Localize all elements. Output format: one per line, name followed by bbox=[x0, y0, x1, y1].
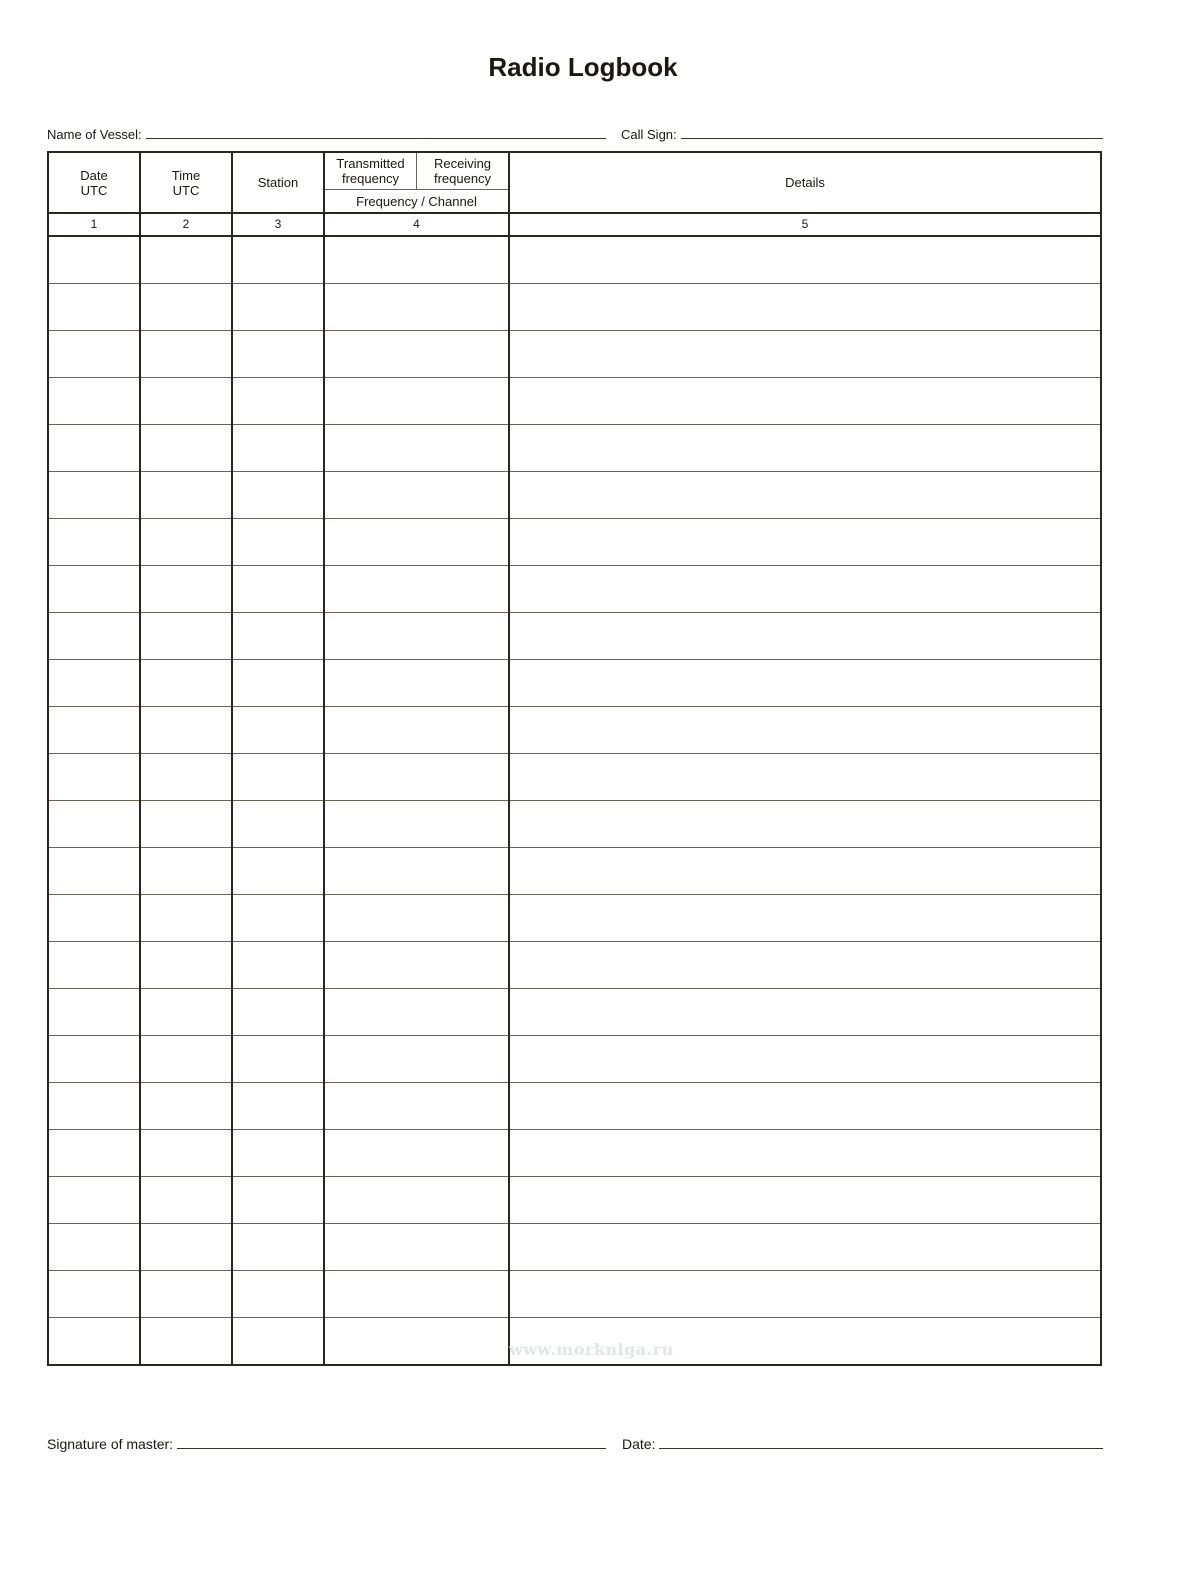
table-row bbox=[48, 331, 1101, 378]
station-cell[interactable] bbox=[232, 1083, 324, 1130]
date-cell[interactable] bbox=[48, 848, 140, 895]
date-cell[interactable] bbox=[48, 707, 140, 754]
details-cell[interactable] bbox=[509, 613, 1101, 660]
table-row bbox=[48, 1177, 1101, 1224]
time-cell[interactable] bbox=[140, 1083, 232, 1130]
table-row bbox=[48, 801, 1101, 848]
table-row bbox=[48, 1130, 1101, 1177]
frequency-cell[interactable] bbox=[324, 1036, 509, 1083]
frequency-cell[interactable] bbox=[324, 284, 509, 331]
station-cell[interactable] bbox=[232, 895, 324, 942]
time-cell[interactable] bbox=[140, 1130, 232, 1177]
table-row bbox=[48, 236, 1101, 284]
frequency-cell[interactable] bbox=[324, 1083, 509, 1130]
details-cell[interactable] bbox=[509, 1036, 1101, 1083]
station-cell[interactable] bbox=[232, 1271, 324, 1318]
date-cell[interactable] bbox=[48, 519, 140, 566]
date-cell[interactable] bbox=[48, 942, 140, 989]
signature-label: Signature of master: bbox=[47, 1436, 174, 1452]
frequency-cell[interactable] bbox=[324, 1318, 509, 1366]
details-cell[interactable] bbox=[509, 1083, 1101, 1130]
station-cell[interactable] bbox=[232, 425, 324, 472]
frequency-cell[interactable] bbox=[324, 801, 509, 848]
col-header-frequency bbox=[324, 152, 509, 213]
date-cell[interactable] bbox=[48, 284, 140, 331]
col-header-date: Date UTC bbox=[48, 152, 140, 213]
date-cell[interactable] bbox=[48, 236, 140, 284]
radio-log-table bbox=[47, 151, 1102, 1366]
call-sign-field[interactable] bbox=[621, 127, 1103, 142]
date-cell[interactable] bbox=[48, 613, 140, 660]
details-cell[interactable] bbox=[509, 519, 1101, 566]
time-cell[interactable] bbox=[140, 331, 232, 378]
frequency-cell[interactable] bbox=[324, 331, 509, 378]
station-cell[interactable] bbox=[232, 378, 324, 425]
table-row bbox=[48, 660, 1101, 707]
time-cell[interactable] bbox=[140, 425, 232, 472]
date-cell[interactable] bbox=[48, 660, 140, 707]
table-row bbox=[48, 519, 1101, 566]
date-cell[interactable] bbox=[48, 1083, 140, 1130]
log-entries bbox=[48, 236, 1101, 1365]
date-cell[interactable] bbox=[48, 754, 140, 801]
table-row bbox=[48, 566, 1101, 613]
date-cell[interactable] bbox=[48, 1224, 140, 1271]
col-header-receiving-frequency: Receiving frequency bbox=[416, 153, 508, 189]
date-cell[interactable] bbox=[48, 895, 140, 942]
details-cell[interactable] bbox=[509, 566, 1101, 613]
col-number: 1 bbox=[48, 213, 140, 236]
station-cell[interactable] bbox=[232, 236, 324, 284]
watermark: www.morkniga.ru bbox=[509, 1340, 674, 1359]
time-cell[interactable] bbox=[140, 284, 232, 331]
frequency-cell[interactable] bbox=[324, 236, 509, 284]
col-number: 4 bbox=[324, 213, 509, 236]
station-cell[interactable] bbox=[232, 331, 324, 378]
col-header-details: Details bbox=[509, 152, 1101, 213]
table-row bbox=[48, 895, 1101, 942]
table-row bbox=[48, 1083, 1101, 1130]
col-header-frequency-channel: Frequency / Channel bbox=[356, 193, 477, 209]
time-cell[interactable] bbox=[140, 660, 232, 707]
frequency-cell[interactable] bbox=[324, 942, 509, 989]
col-header-transmitted-frequency: Transmitted frequency bbox=[336, 156, 405, 186]
table-row bbox=[48, 378, 1101, 425]
frequency-cell[interactable] bbox=[324, 613, 509, 660]
station-cell[interactable] bbox=[232, 284, 324, 331]
frequency-cell[interactable] bbox=[324, 1271, 509, 1318]
details-cell[interactable] bbox=[509, 660, 1101, 707]
details-cell[interactable] bbox=[509, 754, 1101, 801]
details-cell[interactable] bbox=[509, 425, 1101, 472]
date-label: Date: bbox=[622, 1436, 656, 1452]
time-cell[interactable] bbox=[140, 1271, 232, 1318]
station-cell[interactable] bbox=[232, 566, 324, 613]
frequency-cell[interactable] bbox=[324, 519, 509, 566]
time-cell[interactable] bbox=[140, 942, 232, 989]
date-cell[interactable] bbox=[48, 1271, 140, 1318]
details-cell[interactable] bbox=[509, 942, 1101, 989]
frequency-cell[interactable] bbox=[324, 707, 509, 754]
station-cell[interactable] bbox=[232, 707, 324, 754]
details-cell[interactable] bbox=[509, 1224, 1101, 1271]
frequency-cell[interactable] bbox=[324, 472, 509, 519]
details-cell[interactable] bbox=[509, 1177, 1101, 1224]
frequency-cell[interactable] bbox=[324, 425, 509, 472]
call-sign-label: Call Sign: bbox=[621, 127, 677, 142]
vessel-name-field[interactable] bbox=[47, 127, 606, 142]
station-cell[interactable] bbox=[232, 613, 324, 660]
table-row bbox=[48, 942, 1101, 989]
details-cell[interactable] bbox=[509, 848, 1101, 895]
table-row bbox=[48, 425, 1101, 472]
table-row bbox=[48, 472, 1101, 519]
station-cell[interactable] bbox=[232, 848, 324, 895]
col-header-station: Station bbox=[232, 152, 324, 213]
details-cell[interactable] bbox=[509, 331, 1101, 378]
date-cell[interactable] bbox=[48, 378, 140, 425]
date-cell[interactable] bbox=[48, 1130, 140, 1177]
station-cell[interactable] bbox=[232, 801, 324, 848]
station-cell[interactable] bbox=[232, 1177, 324, 1224]
call-sign-line[interactable] bbox=[681, 137, 1103, 139]
date-cell[interactable] bbox=[48, 1177, 140, 1224]
time-cell[interactable] bbox=[140, 472, 232, 519]
table-row bbox=[48, 707, 1101, 754]
details-cell[interactable] bbox=[509, 1130, 1101, 1177]
time-cell[interactable] bbox=[140, 1036, 232, 1083]
date-cell[interactable] bbox=[48, 989, 140, 1036]
table-row bbox=[48, 1036, 1101, 1083]
station-cell[interactable] bbox=[232, 754, 324, 801]
station-cell[interactable] bbox=[232, 519, 324, 566]
time-cell[interactable] bbox=[140, 1177, 232, 1224]
time-cell[interactable] bbox=[140, 848, 232, 895]
date-cell[interactable] bbox=[48, 801, 140, 848]
details-cell[interactable] bbox=[509, 1271, 1101, 1318]
date-cell[interactable] bbox=[48, 472, 140, 519]
frequency-cell[interactable] bbox=[324, 1224, 509, 1271]
date-cell[interactable] bbox=[48, 566, 140, 613]
time-cell[interactable] bbox=[140, 801, 232, 848]
station-cell[interactable] bbox=[232, 660, 324, 707]
station-cell[interactable] bbox=[232, 1130, 324, 1177]
frequency-cell[interactable] bbox=[324, 848, 509, 895]
station-cell[interactable] bbox=[232, 472, 324, 519]
details-cell[interactable] bbox=[509, 378, 1101, 425]
frequency-cell[interactable] bbox=[324, 378, 509, 425]
details-cell[interactable] bbox=[509, 895, 1101, 942]
table-row bbox=[48, 1271, 1101, 1318]
signature-line[interactable] bbox=[177, 1447, 606, 1449]
vessel-name-line[interactable] bbox=[146, 137, 606, 139]
col-number: 2 bbox=[140, 213, 232, 236]
details-cell[interactable] bbox=[509, 284, 1101, 331]
station-cell[interactable] bbox=[232, 1224, 324, 1271]
table-row bbox=[48, 754, 1101, 801]
frequency-cell[interactable] bbox=[324, 895, 509, 942]
date-cell[interactable] bbox=[48, 1318, 140, 1366]
table-row bbox=[48, 613, 1101, 660]
station-cell[interactable] bbox=[232, 1036, 324, 1083]
table-row bbox=[48, 284, 1101, 331]
station-cell[interactable] bbox=[232, 942, 324, 989]
time-cell[interactable] bbox=[140, 236, 232, 284]
date-field[interactable] bbox=[622, 1436, 1103, 1452]
page-title: Radio Logbook bbox=[488, 52, 678, 82]
frequency-cell[interactable] bbox=[324, 989, 509, 1036]
details-cell[interactable] bbox=[509, 236, 1101, 284]
time-cell[interactable] bbox=[140, 1224, 232, 1271]
time-cell[interactable] bbox=[140, 1318, 232, 1366]
station-cell[interactable] bbox=[232, 1318, 324, 1366]
signature-field[interactable] bbox=[47, 1436, 606, 1452]
time-cell[interactable] bbox=[140, 566, 232, 613]
time-cell[interactable] bbox=[140, 754, 232, 801]
station-cell[interactable] bbox=[232, 989, 324, 1036]
frequency-cell[interactable] bbox=[324, 1177, 509, 1224]
details-cell[interactable] bbox=[509, 472, 1101, 519]
details-cell[interactable] bbox=[509, 707, 1101, 754]
date-line[interactable] bbox=[659, 1447, 1103, 1449]
frequency-cell[interactable] bbox=[324, 1130, 509, 1177]
frequency-cell[interactable] bbox=[324, 566, 509, 613]
time-cell[interactable] bbox=[140, 613, 232, 660]
date-cell[interactable] bbox=[48, 331, 140, 378]
time-cell[interactable] bbox=[140, 707, 232, 754]
date-cell[interactable] bbox=[48, 425, 140, 472]
table-row bbox=[48, 848, 1101, 895]
time-cell[interactable] bbox=[140, 895, 232, 942]
time-cell[interactable] bbox=[140, 519, 232, 566]
table-row bbox=[48, 989, 1101, 1036]
table-row bbox=[48, 1224, 1101, 1271]
frequency-cell[interactable] bbox=[324, 660, 509, 707]
details-cell[interactable] bbox=[509, 801, 1101, 848]
time-cell[interactable] bbox=[140, 989, 232, 1036]
col-header-time: Time UTC bbox=[140, 152, 232, 213]
col-number: 5 bbox=[509, 213, 1101, 236]
date-cell[interactable] bbox=[48, 1036, 140, 1083]
details-cell[interactable] bbox=[509, 989, 1101, 1036]
frequency-cell[interactable] bbox=[324, 754, 509, 801]
col-number: 3 bbox=[232, 213, 324, 236]
vessel-name-label: Name of Vessel: bbox=[47, 127, 142, 142]
time-cell[interactable] bbox=[140, 378, 232, 425]
